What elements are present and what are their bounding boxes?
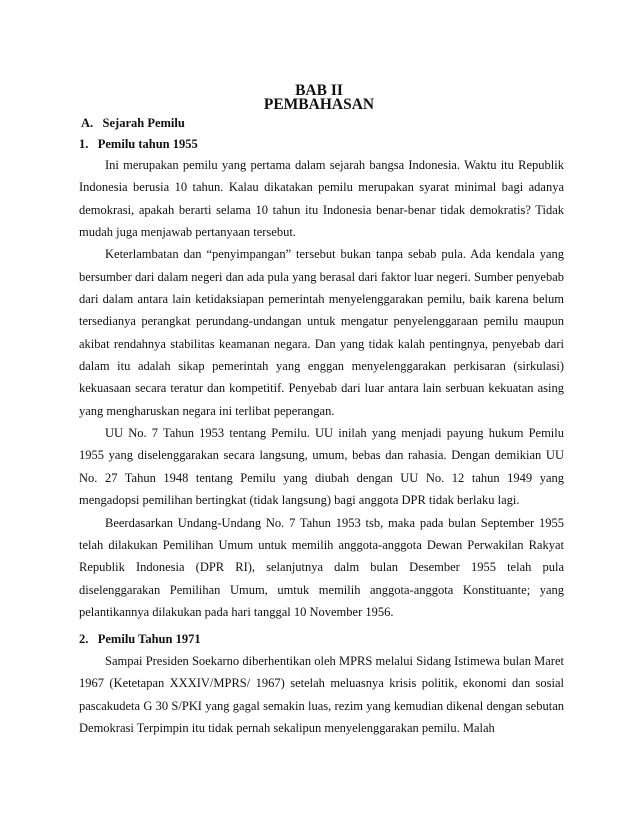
- section-a-heading: A. Sejarah Pemilu: [81, 116, 185, 130]
- chapter-title: PEMBAHASAN: [263, 96, 375, 113]
- chapter-number: BAB II: [295, 82, 343, 99]
- paragraph-5: Sampai Presiden Soekarno diberhentikan oleh MPRS melalui Sidang Istimewa bulan Maret 1967 (Ketetapan XXXIV/MPRS/ 1967) setelah meluasnya krisis politik, ekonomi dan sosial pascakudeta G 30 S/PKI yang gagal semakin luas, rezim yang kemudian dikenal dengan sebutan Demokrasi Terpimpin itu tidak pernah sekalipun menyelenggarakan pemilu. Malah: [79, 654, 564, 736]
- subsection-1-body: [79, 154, 564, 623]
- paragraph-3: UU No. 7 Tahun 1953 tentang Pemilu. UU inilah yang menjadi payung hukum Pemilu 1955 yang diselenggarakan secara langsung, umum, bebas dan rahasia. Dengan demikian UU No. 27 Tahun 1948 tentang Pemilu yang diubah dengan UU No. 12 tahun 1949 yang mengadopsi pemilihan bertingkat (tidak langsung) bagi anggota DPR tidak berlaku lagi.: [79, 426, 564, 508]
- subsection-1-heading: 1. Pemilu tahun 1955: [79, 137, 198, 151]
- subsection-2-heading: 2. Pemilu Tahun 1971: [79, 632, 201, 646]
- paragraph-4: Beerdasarkan Undang-Undang No. 7 Tahun 1953 tsb, maka pada bulan September 1955 telah dilakukan Pemilihan Umum untuk memilih anggota-anggota Dewan Perwakilan Rakyat Republik Indonesia (DPR RI), selanjutnya dalm bulan Desember 1955 telah pula diselenggarakan Pemilihan Umum, umtuk memilih anggota-anggota Konstituante; yang pelantikannya dilakukan pada hari tanggal 10 November 1956.: [79, 515, 564, 619]
- subsection-2-body: [79, 650, 564, 739]
- paragraph-2: Keterlambatan dan “penyimpangan” tersebut bukan tanpa sebab pula. Ada kendala yang bersumber dari dalam negeri dan ada pula yang berasal dari faktor luar negeri. Sumber penyebab dari dalam antara lain ketidaksiapan pemerintah menyelenggarakan pemilu, baik karena belum tersedianya perangkat perundang-undangan untuk mengatur penyelenggaraan pemilu maupun akibat rendahnya stabilitas keamanan negara. Dan yang tidak kalah pentingnya, penyebab dari dalam itu adalah sikap pemerintah yang enggan menyelenggarakan perkisaran (sirkulasi) kekuasaan secara teratur dan kompetitif. Penyebab dari luar antara lain serbuan kekuatan asing yang mengharuskan negara ini terlibat peperangan.: [79, 247, 564, 418]
- paragraph-1: Ini merupakan pemilu yang pertama dalam sejarah bangsa Indonesia. Waktu itu Republik Indonesia berusia 10 tahun. Kalau dikatakan pemilu merupakan syarat minimal bagi adanya demokrasi, apakah berarti selama 10 tahun itu Indonesia benar-benar tidak demokratis? Tidak mudah juga menjawab pertanyaan tersebut.: [79, 158, 564, 240]
